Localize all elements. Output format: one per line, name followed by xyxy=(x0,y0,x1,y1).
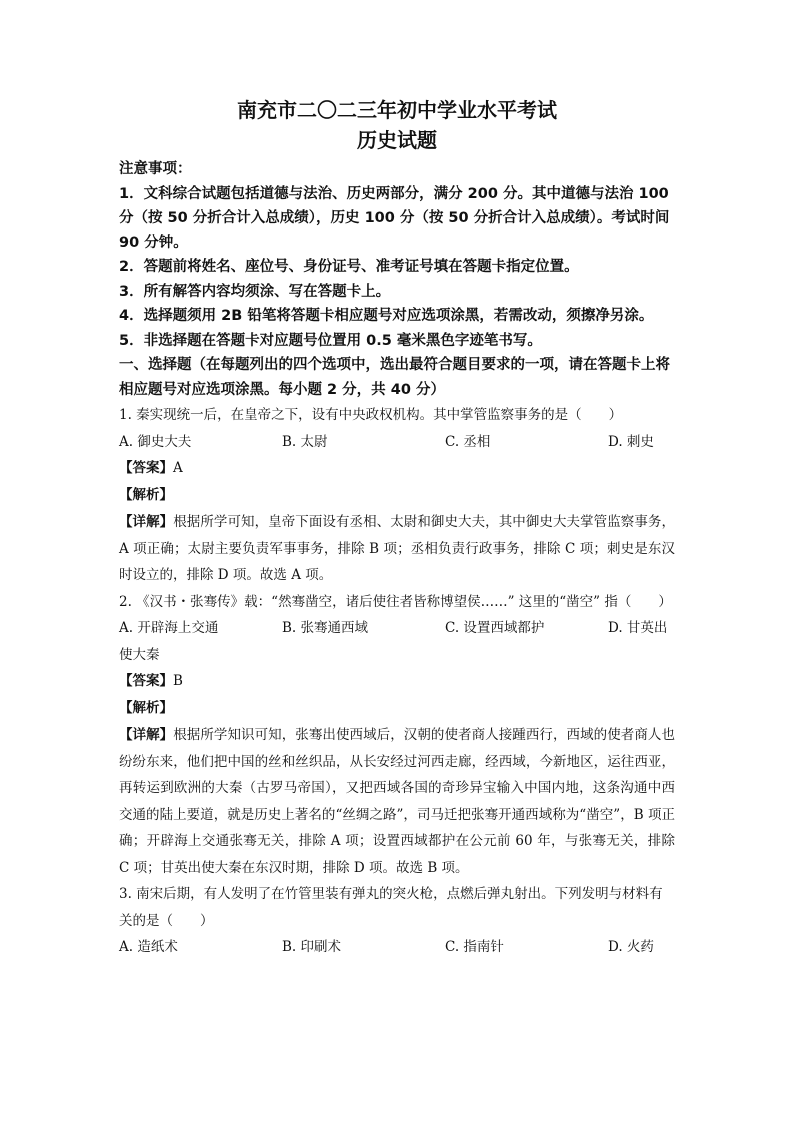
option-a: A. 开辟海上交通 xyxy=(119,620,219,636)
option-b: B. 印刷术 xyxy=(282,939,342,955)
detail-paragraph xyxy=(119,509,675,589)
detail-paragraph xyxy=(119,722,675,881)
question-stem: 1. 秦实现统一后，在皇帝之下，设有中央政权机构。其中掌管监察事务的是（ ） xyxy=(119,407,623,423)
notice-item: 5．非选择题在答题卡对应题号位置用 0.5 毫米黑色字迹笔书写。 xyxy=(119,332,542,349)
notice-heading: 注意事项： xyxy=(119,161,192,177)
question-2 xyxy=(119,589,675,882)
detail-label: 【详解】 xyxy=(119,727,174,743)
option-a: A. 造纸术 xyxy=(119,939,178,955)
option-c: C. 丞相 xyxy=(445,433,491,450)
answer-label: 【答案】 xyxy=(119,460,173,476)
option-c: C. 设置西域都护 xyxy=(445,620,545,636)
option-b: B. 张骞通西域 xyxy=(282,620,369,636)
detail-text: 根据所学知识可知，张骞出使西域后，汉朝的使者商人接踵西行，西域的使者商人也纷纷东来，他们把中国的丝和丝织品，从长安经过河西走廊，经西域，今新地区，运往西亚，再转运到欧洲的大秦（古罗马帝国），又把西域各国的奇珍异宝输入中国内地，这条沟通中西交通的陆上要道，就是历史上著名的“丝绸之路”，司马迁把张骞开通西域称为“凿空”，B 项正确；开辟海上交通张骞无关，排除 A 项；设置西域都护在公元前 60 年，与张骞无关，排除 C 项；甘英出使大秦在东汉时期，排除 D 项。故选 B 项。 xyxy=(119,727,675,876)
exam-page xyxy=(119,95,675,961)
notice-item: 3．所有解答内容均须涂、写在答题卡上。 xyxy=(119,283,391,300)
option-c: C. 指南针 xyxy=(445,939,504,955)
option-b: B. 太尉 xyxy=(282,433,328,450)
option-a: A. 御史大夫 xyxy=(119,433,192,450)
detail-text: 根据所学可知，皇帝下面设有丞相、太尉和御史大夫，其中御史大夫掌管监察事务，A 项正确；太尉主要负责军事事务，排除 B 项；丞相负责行政事务，排除 C 项；刺史是东汉时设立的，排除 D 项。故选 A 项。 xyxy=(119,514,675,583)
analysis-label: 【解析】 xyxy=(119,487,173,503)
exam-title: 南充市二〇二三年初中学业水平考试 xyxy=(237,98,557,122)
question-3 xyxy=(119,881,675,961)
option-d: D. 甘英出 xyxy=(608,620,668,636)
notice-item: 2．答题前将姓名、座位号、身份证号、准考证号填在答题卡指定位置。 xyxy=(119,259,579,275)
notice-item: 4．选择题须用 2B 铅笔将答题卡相应题号对应选项涂黑，若需改动，须擦净另涂。 xyxy=(119,308,654,324)
notice-item: 1．文科综合试题包括道德与法治、历史两部分，满分 200 分。其中道德与法治 100 分（按 50 分折合计入总成绩），历史 100 分（按 50 分折合计入总成绩）。考试时间 90 分钟。 xyxy=(119,185,670,251)
notice-block xyxy=(119,157,675,402)
detail-label: 【详解】 xyxy=(119,514,174,530)
question-1 xyxy=(119,402,675,589)
answer-label: 【答案】 xyxy=(119,673,173,689)
analysis-label: 【解析】 xyxy=(119,700,173,716)
answer-value: A xyxy=(173,460,183,476)
question-stem: 3. 南宋后期，有人发明了在竹管里装有弹丸的突火枪，点燃后弹丸射出。下列发明与材料有关的是（ ） xyxy=(119,886,663,929)
section-heading: 一、选择题（在每题列出的四个选项中，选出最符合题目要求的一项，请在答题卡上将相应题号对应选项涂黑。每小题 2 分，共 40 分） xyxy=(119,357,670,398)
option-row xyxy=(119,429,675,456)
option-d-continued: 使大秦 xyxy=(119,646,160,663)
option-row xyxy=(119,615,675,642)
exam-subtitle: 历史试题 xyxy=(357,128,437,152)
question-stem: 2. 《汉书・张骞传》载：“然骞凿空，诸后使往者皆称博望侯……” 这里的“凿空” 指（ ） xyxy=(119,593,672,610)
option-row xyxy=(119,934,675,961)
answer-value: B xyxy=(173,673,183,689)
option-d: D. 火药 xyxy=(608,939,654,955)
answer-line xyxy=(119,455,675,482)
option-d: D. 刺史 xyxy=(608,433,654,450)
answer-line xyxy=(119,668,675,695)
